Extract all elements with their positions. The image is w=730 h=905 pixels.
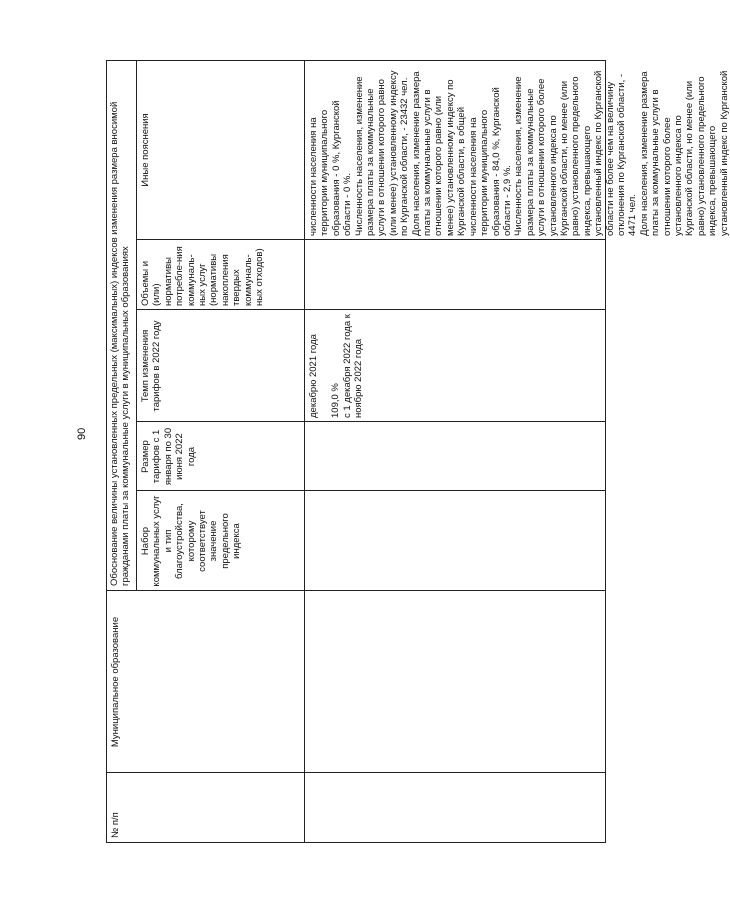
header-tariff-size: Размер тарифов с 1 января по 30 июня 2022 года [140, 427, 197, 486]
page-number: 90 [76, 427, 88, 440]
header-service-set: Набор коммунальных услуг и тип благоустройства, которому соответствует значение предельного индекса [140, 495, 243, 587]
tariff-line: декабрю 2021 года [308, 334, 319, 418]
tariff-rate-cell [306, 311, 604, 421]
header-group-title: Обоснование величины установленных предельных (максимальных) индексов изменения размера вносимой гражданами платы за коммунальные услуги в муниципальных образованиях [109, 101, 132, 586]
tariff-line [319, 314, 330, 418]
note-paragraph: Численность населения, изменение размера платы за коммунальные услуги в отношении которого равно (или менее) установленному индексу по Курганской области, - 23432 чел. [353, 70, 411, 236]
note-paragraph: Численность населения, изменение размера платы за коммунальные услуги в отношении которого более установленного индекса по Курганской области, но менее (или равно) установленного предельного индекса, превышающего установленный индекс по Курганской области не более чем на величину отклонения по Курганской области, - 4471 чел. [513, 70, 639, 236]
tariff-line: 109,0 % [330, 383, 342, 418]
rotated-table [106, 60, 730, 843]
tariff-line: с 1 декабря 2022 года к ноябрю 2022 года [341, 314, 365, 418]
other-notes-cell [306, 61, 730, 239]
header-other-notes: Иные пояснения [140, 113, 151, 187]
note-paragraph: численности населения на территории муниципального образования - 0 %, Курганской области - 0 %. [308, 100, 354, 236]
header-tariff-rate: Темп изменения тарифов в 2022 году [140, 320, 163, 412]
note-paragraph: Доля населения, изменение размера платы за коммунальные услуги в отношении которого более установленного индекса по Курганской области, но менее (или равно) установленного предельного индекса, превышающего установленный индекс по Курганской [638, 70, 730, 236]
header-number: № п/п [110, 812, 121, 838]
note-paragraph: Доля населения, изменение размера платы за коммунальные услуги в отношении которого равно (или менее) установленному индексу по Курганской области, в общей численности населения на территории муниципального образования - 84,0 %, Курганской области - 2,9 %. [410, 71, 513, 236]
header-volumes: Объемы и (или) нормативы потребле-ния коммуналь-ных услуг (нормативы накопления твердых коммуналь-ных отходов) [140, 246, 266, 306]
header-municipality: Муниципальное образование [110, 616, 121, 748]
